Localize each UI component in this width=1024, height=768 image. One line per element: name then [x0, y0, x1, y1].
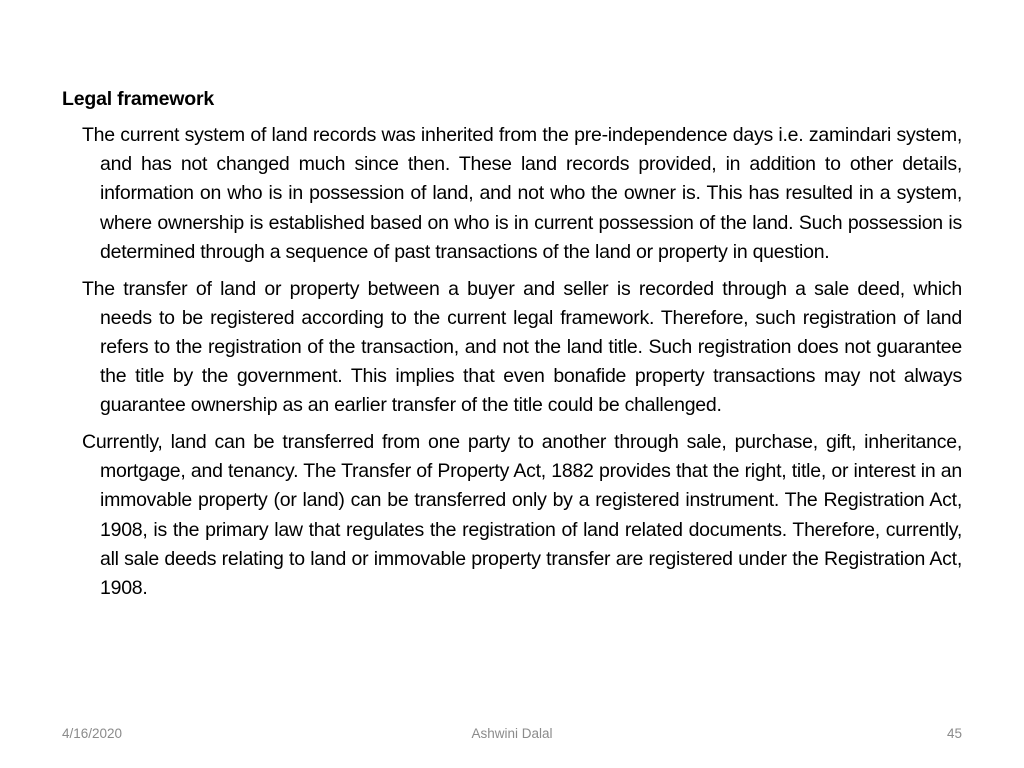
paragraph-transfer-registration: The transfer of land or property between a buyer and seller is recorded through a sale deed, which needs to be registered according to the current legal framework. Therefore, such registration of land refers to the registration of the transaction, and not the land title. Such registration does not guarantee the title by the government. This implies that even bonafide property transactions may not always guarantee ownership as an earlier transfer of the title could be challenged.: [82, 277, 962, 417]
slide-body: [82, 121, 962, 611]
slide-heading: Legal framework: [62, 88, 214, 110]
footer-author: Ashwini Dalal: [471, 726, 553, 741]
paragraph-current-transfer-law: Currently, land can be transferred from one party to another through sale, purchase, gift, inheritance, mortgage, and tenancy. The Transfer of Property Act, 1882 provides that the right, title, or interest in an immovable property (or land) can be transferred only by a registered instrument. The Registration Act, 1908, is the primary law that regulates the registration of land related documents. Therefore, currently, all sale deeds relating to land or immovable property transfer are registered under the Registration Act, 1908.: [82, 431, 962, 600]
footer-page-number: 45: [946, 726, 962, 741]
paragraph-land-records: The current system of land records was inherited from the pre-independence days i.e. zamindari system, and has not changed much since then. These land records provided, in addition to other details, information on who is in possession of land, and not who the owner is. This has resulted in a system, where ownership is established based on who is in current possession of the land. Such possession is determined through a sequence of past transactions of the land or property in question.: [82, 124, 962, 263]
footer-date: 4/16/2020: [62, 726, 123, 741]
